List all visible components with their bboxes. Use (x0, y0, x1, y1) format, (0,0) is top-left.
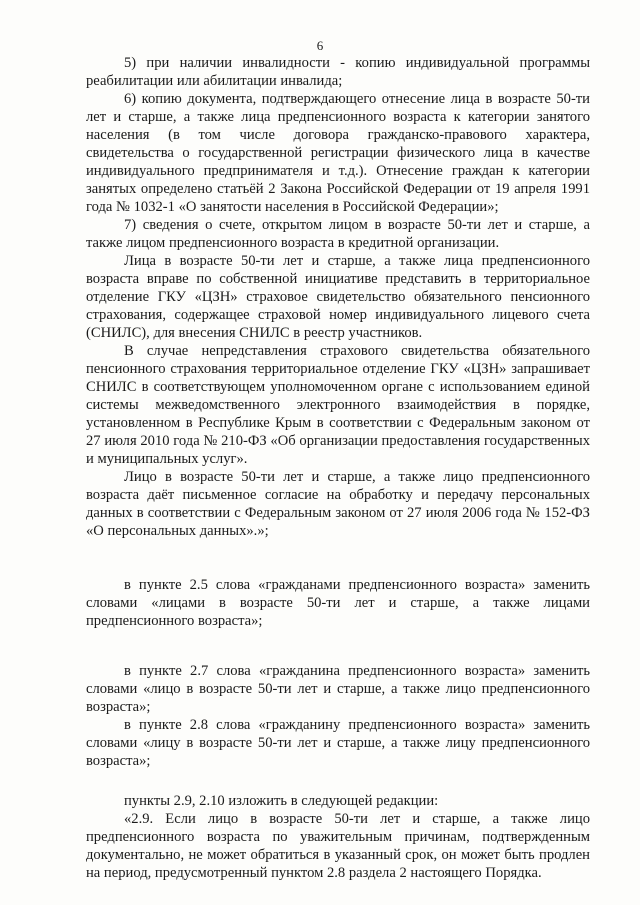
paragraph-item-6: 6) копию документа, подтверждающего отнесение лица в возрасте 50-ти лет и старше, а также лица предпенсионного возраста к категории занятого населения (в том числе договора гражданско-правового характера, свидетельства о государственной регистрации физического лица в качестве индивидуального предпринимателя и т.д.). Отнесение граждан к категории занятых определено статьёй 2 Закона Российской Федерации от 19 апреля 1991 года № 1032-1 «О занятости населения в Российской Федерации»; (86, 91, 590, 215)
paragraph-new-2-9: «2.9. Если лицо в возрасте 50-ти лет и старше, а также лицо предпенсионного возраста по уважительным причинам, подтвержденным документально, не может обратиться в указанный срок, он может быть продлен на период, предусмотренный пунктом 2.8 раздела 2 настоящего Порядка. (86, 811, 590, 881)
document-body (86, 54, 590, 882)
paragraph-item-5: 5) при наличии инвалидности - копию индивидуальной программы реабилитации или абилитации инвалида; (86, 55, 590, 89)
paragraph-snils-voluntary: Лица в возрасте 50-ти лет и старше, а также лица предпенсионного возраста вправе по собственной инициативе представить в территориальное отделение ГКУ «ЦЗН» страховое свидетельство обязательного пенсионного страхования, содержащее страховой номер индивидуального лицевого счета (СНИЛС), для внесения СНИЛС в реестр участников. (86, 253, 590, 341)
paragraph-consent: Лицо в возрасте 50-ти лет и старше, а также лицо предпенсионного возраста даёт письменное согласие на обработку и передачу персональных данных в соответствии с Федеральным законом от 27 июля 2006 года № 152-ФЗ «О персональных данных».»; (86, 469, 590, 539)
paragraph-amend-2-8: в пункте 2.8 слова «гражданину предпенсионного возраста» заменить словами «лицу в возрасте 50-ти лет и старше, а также лицу предпенсионного возраста»; (86, 717, 590, 769)
paragraph-amend-2-7: в пункте 2.7 слова «гражданина предпенсионного возраста» заменить словами «лицо в возрасте 50-ти лет и старше, а также лицо предпенсионного возраста»; (86, 663, 590, 715)
paragraph-snils-request: В случае непредставления страхового свидетельства обязательного пенсионного страхования территориальное отделение ГКУ «ЦЗН» запрашивает СНИЛС в соответствующем уполномоченном органе с использованием единой системы межведомственного электронного взаимодействия в порядке, установленном в Республике Крым в соответствии с Федеральным законом от 27 июля 2010 года № 210-ФЗ «Об организации предоставления государственных и муниципальных услуг». (86, 343, 590, 467)
paragraph-item-7: 7) сведения о счете, открытом лицом в возрасте 50-ти лет и старше, а также лицом предпенсионного возраста в кредитной организации. (86, 217, 590, 251)
page-number: 6 (316, 38, 324, 53)
paragraph-amend-2-9-2-10: пункты 2.9, 2.10 изложить в следующей редакции: (124, 793, 439, 809)
paragraph-amend-2-5: в пункте 2.5 слова «гражданами предпенсионного возраста» заменить словами «лицами в возрасте 50-ти лет и старше, а также лицами предпенсионного возраста»; (86, 577, 590, 629)
